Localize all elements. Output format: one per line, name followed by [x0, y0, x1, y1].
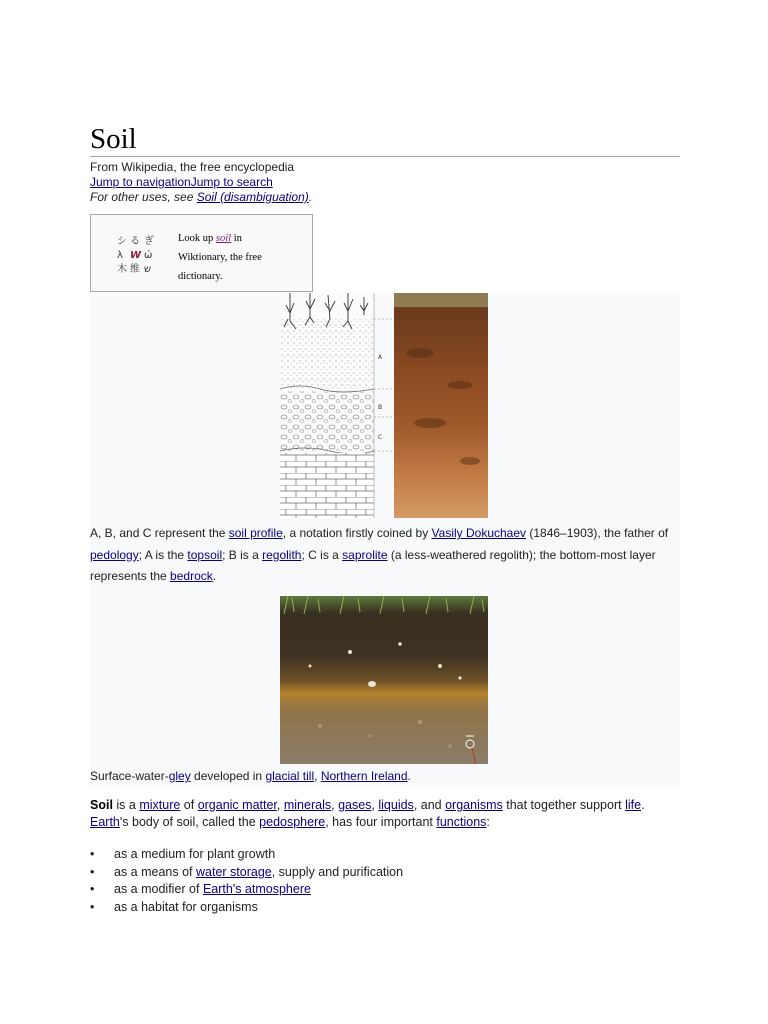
hatnote — [90, 190, 312, 205]
wiktionary-box — [90, 214, 313, 292]
mixture-link[interactable]: mixture — [139, 798, 181, 812]
page-title: Soil — [90, 123, 137, 155]
jump-to-navigation-link[interactable]: Jump to navigation — [90, 175, 191, 189]
liquids-link[interactable]: liquids — [378, 798, 414, 812]
organisms-link[interactable]: organisms — [445, 798, 503, 812]
intro-text: , — [331, 798, 339, 812]
caption-text: A, B, and C represent the — [90, 526, 229, 540]
wiktionary-logo-icon — [115, 233, 159, 277]
caption-text: , — [314, 769, 321, 783]
intro-text: . — [641, 798, 645, 812]
svg-text:维: 维 — [130, 264, 140, 275]
list-item-text: as a modifier of — [114, 882, 203, 897]
caption-text: ; A is the — [138, 547, 188, 562]
hatnote-suffix: . — [308, 190, 313, 204]
regolith-link[interactable]: regolith — [262, 547, 302, 562]
life-link[interactable]: life — [625, 798, 642, 812]
saprolite-link[interactable]: saprolite — [342, 547, 388, 562]
figure2-caption — [90, 769, 680, 784]
intro-text: , — [276, 798, 284, 812]
bullet-icon: • — [90, 864, 95, 879]
bullet-icon: • — [90, 882, 95, 897]
caption-text: ; B is a — [222, 547, 263, 562]
caption-text: Surface-water- — [90, 769, 169, 783]
intro-text: , — [371, 798, 379, 812]
soil-profile-diagram[interactable] — [280, 293, 488, 518]
gley-link[interactable]: gley — [168, 769, 191, 783]
disambiguation-link[interactable]: Soil (disambiguation) — [196, 190, 309, 204]
intro-text: is a — [112, 798, 140, 812]
bedrock-link[interactable]: bedrock — [170, 569, 213, 583]
earth-link[interactable]: Earth — [90, 815, 120, 829]
intro-text: : — [486, 815, 490, 829]
svg-text:る: る — [130, 236, 140, 247]
caption-text: (1846–1903), the father of — [526, 526, 669, 540]
horizon-label-b: B — [378, 404, 383, 411]
hatnote-text: For other uses, see — [90, 190, 197, 204]
vasily-dokuchaev-link[interactable]: Vasily Dokuchaev — [431, 526, 527, 540]
list-item-text: , supply and purification — [271, 864, 404, 879]
svg-text:λ: λ — [117, 250, 123, 261]
bullet-icon: • — [90, 847, 95, 861]
soil-profile-link[interactable]: soil profile — [228, 526, 283, 540]
caption-text: , a notation firstly coined by — [282, 526, 432, 540]
title-divider — [90, 156, 680, 157]
water-storage-link[interactable]: water storage — [196, 864, 272, 879]
site-tagline: From Wikipedia, the free encyclopedia — [90, 160, 295, 174]
intro-text: 's body of soil, called the — [119, 815, 260, 829]
svg-text:ώ: ώ — [144, 250, 153, 261]
earths-atmosphere-link[interactable]: Earth's atmosphere — [202, 882, 311, 897]
horizon-label-a: A — [378, 354, 383, 361]
list-item-text: as a medium for plant growth — [114, 847, 276, 861]
svg-text:ש: ש — [144, 264, 152, 275]
intro-text: , and — [413, 798, 446, 812]
intro-text: , has four important — [325, 815, 437, 829]
list-item — [90, 846, 650, 864]
svg-text:シ: シ — [117, 236, 127, 247]
intro-text: of — [180, 798, 198, 812]
bullet-icon: • — [90, 899, 95, 914]
wiktionary-post: in Wiktionary, the free dictionary. — [178, 233, 262, 282]
pedosphere-link[interactable]: pedosphere — [259, 815, 326, 829]
wiktionary-soil-link[interactable]: soil — [215, 233, 232, 244]
list-item — [90, 864, 650, 882]
topsoil-link[interactable]: topsoil — [187, 547, 223, 562]
wiktionary-pre: Look up — [178, 233, 216, 244]
svg-text:W: W — [130, 250, 142, 261]
wiktionary-text — [178, 229, 288, 286]
caption-text: . — [407, 769, 411, 783]
caption-text: developed in — [190, 769, 266, 783]
minerals-link[interactable]: minerals — [283, 798, 332, 812]
list-item-text: as a means of — [114, 864, 196, 879]
caption-text: ; C is a — [301, 547, 343, 562]
figure1-caption — [90, 523, 680, 588]
svg-text:ぎ: ぎ — [144, 236, 154, 247]
functions-link[interactable]: functions — [436, 815, 487, 829]
northern-ireland-link[interactable]: Northern Ireland — [320, 769, 408, 783]
caption-text: (a less-weathered regolith); the bottom-most layer represents the — [90, 547, 656, 583]
gley-soil-photo[interactable] — [280, 596, 488, 764]
caption-text: . — [212, 569, 217, 583]
svg-text:木: 木 — [117, 264, 127, 275]
jump-to-search-link[interactable]: Jump to search — [190, 175, 273, 189]
soil-functions-list — [90, 846, 650, 916]
pedology-link[interactable]: pedology — [90, 547, 139, 562]
jump-links — [90, 175, 273, 190]
list-item — [90, 899, 650, 917]
thumbnail-figures — [90, 293, 680, 785]
horizon-label-c: C — [378, 434, 383, 441]
intro-paragraph — [90, 797, 650, 831]
intro-text: that together support — [502, 798, 626, 812]
list-item-text: as a habitat for organisms — [114, 899, 258, 914]
glacial-till-link[interactable]: glacial till — [265, 769, 315, 783]
list-item — [90, 881, 650, 899]
gases-link[interactable]: gases — [338, 798, 372, 812]
organic-matter-link[interactable]: organic matter — [197, 798, 277, 812]
intro-bold-term: Soil — [90, 798, 113, 812]
